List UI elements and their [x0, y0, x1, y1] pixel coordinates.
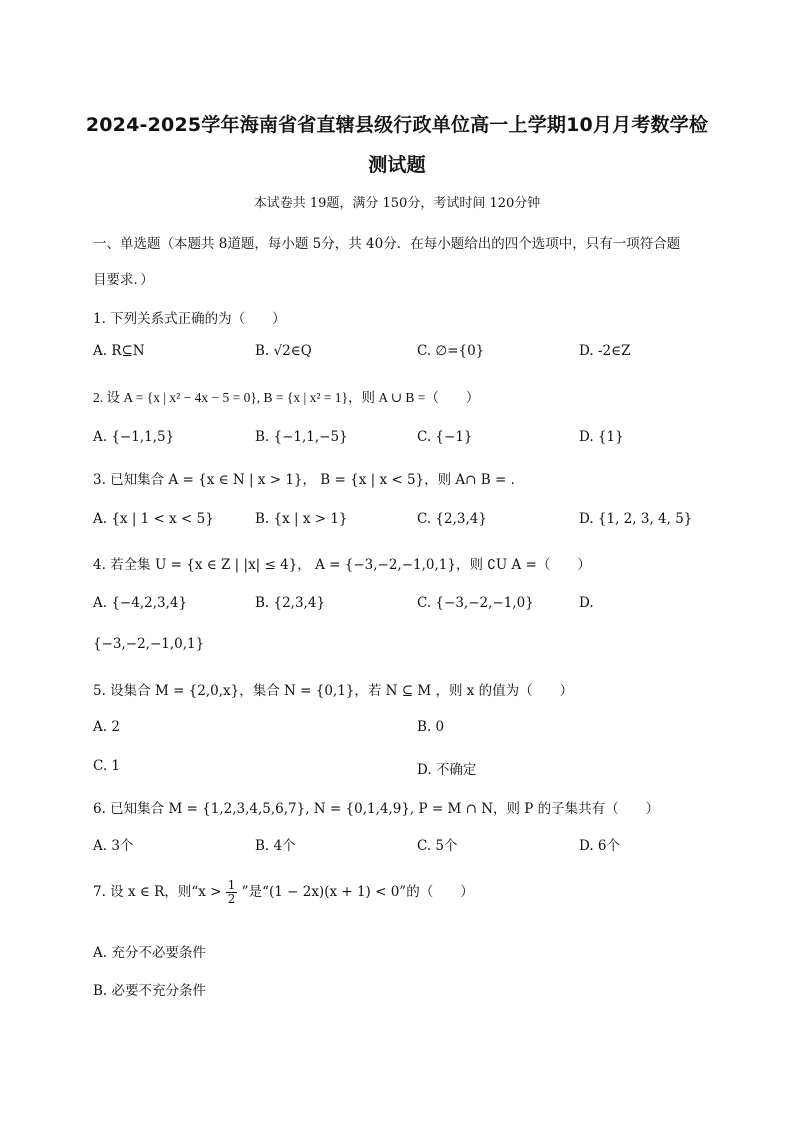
- question-1-option-c: C. ∅={0}: [417, 343, 485, 359]
- question-5-option-a: A. 2: [93, 719, 120, 735]
- question-1-stem: 1. 下列关系式正确的为（ ）: [93, 311, 286, 327]
- exam-title-line-2: 测试题: [368, 154, 426, 176]
- section-heading-line-2: 目要求．）: [93, 272, 154, 288]
- question-4-option-d: D.: [579, 595, 594, 611]
- fraction-numerator: 1: [227, 878, 236, 892]
- section-heading-line-1: 一、单选题（本题共 8道题，每小题 5分，共 40分．在每小题给出的四个选项中，只有一项符合题: [93, 236, 681, 252]
- fraction-denominator: 2: [227, 892, 236, 906]
- question-2-option-d: D. {1}: [579, 429, 624, 445]
- one-half-fraction: [226, 879, 238, 906]
- question-6-option-b: B. 4个: [255, 838, 296, 854]
- question-1-option-b: B. √2∈Q: [255, 343, 312, 359]
- question-4-option-d-continued: {−3,−2,−1,0,1}: [93, 636, 205, 652]
- exam-info: 本试卷共 19题，满分 150分，考试时间 120分钟: [253, 196, 541, 211]
- question-5-option-b: B. 0: [417, 719, 445, 735]
- question-6-stem: 6. 已知集合 M = {1,2,3,4,5,6,7}, N = {0,1,4,9}, P = M ∩ N，则 P 的子集共有（ ）: [93, 801, 660, 817]
- question-7-option-a: A. 充分不必要条件: [93, 945, 206, 961]
- question-2-option-b: B. {−1,1,−5}: [255, 429, 348, 445]
- question-4-option-c: C. {−3,−2,−1,0}: [417, 595, 534, 611]
- question-6-option-a: A. 3个: [93, 838, 134, 854]
- question-4-option-a: A. {−4,2,3,4}: [93, 595, 188, 611]
- question-5-stem: 5. 设集合 M = {2,0,x}，集合 N = {0,1}，若 N ⊆ M ，则 x 的值为（ ）: [93, 683, 574, 699]
- question-1-option-a: A. R⊆N: [93, 343, 145, 359]
- question-7-stem-post: ”是“(1 − 2x)(x + 1) < 0”的（ ）: [241, 884, 474, 900]
- question-2-option-a: A. {−1,1,5}: [93, 429, 175, 445]
- question-3-option-b: B. {x | x > 1}: [255, 511, 348, 527]
- question-6-option-d: D. 6个: [579, 838, 621, 854]
- question-5-option-c: C. 1: [93, 758, 121, 774]
- exam-title-line-1: 2024-2025学年海南省省直辖县级行政单位高一上学期10月月考数学检: [85, 114, 709, 136]
- question-7-option-b: B. 必要不充分条件: [93, 983, 207, 999]
- question-5-option-d: D. 不确定: [417, 762, 477, 778]
- question-4-stem: 4. 若全集 U = {x ∈ Z | |x| ≤ 4}， A = {−3,−2,−1,0,1}，则 ∁U A =（ ）: [93, 557, 591, 573]
- question-2-stem: 2. 设 A = {x | x² − 4x − 5 = 0}, B = {x | x² = 1}，则 A ∪ B =（ ）: [93, 390, 480, 405]
- question-4-option-b: B. {2,3,4}: [255, 595, 326, 611]
- question-7-stem: [93, 879, 474, 906]
- question-2-option-c: C. {−1}: [417, 429, 473, 445]
- question-3-option-c: C. {2,3,4}: [417, 511, 487, 527]
- question-3-option-d: D. {1, 2, 3, 4, 5}: [579, 511, 693, 527]
- question-3-option-a: A. {x | 1 < x < 5}: [93, 511, 214, 527]
- question-1-option-d: D. -2∈Z: [579, 343, 631, 359]
- question-6-option-c: C. 5个: [417, 838, 458, 854]
- question-3-stem: 3. 已知集合 A = {x ∈ N | x > 1}， B = {x | x < 5}，则 A∩ B = .: [93, 472, 515, 488]
- question-7-stem-pre: 7. 设 x ∈ R，则“x >: [93, 884, 222, 900]
